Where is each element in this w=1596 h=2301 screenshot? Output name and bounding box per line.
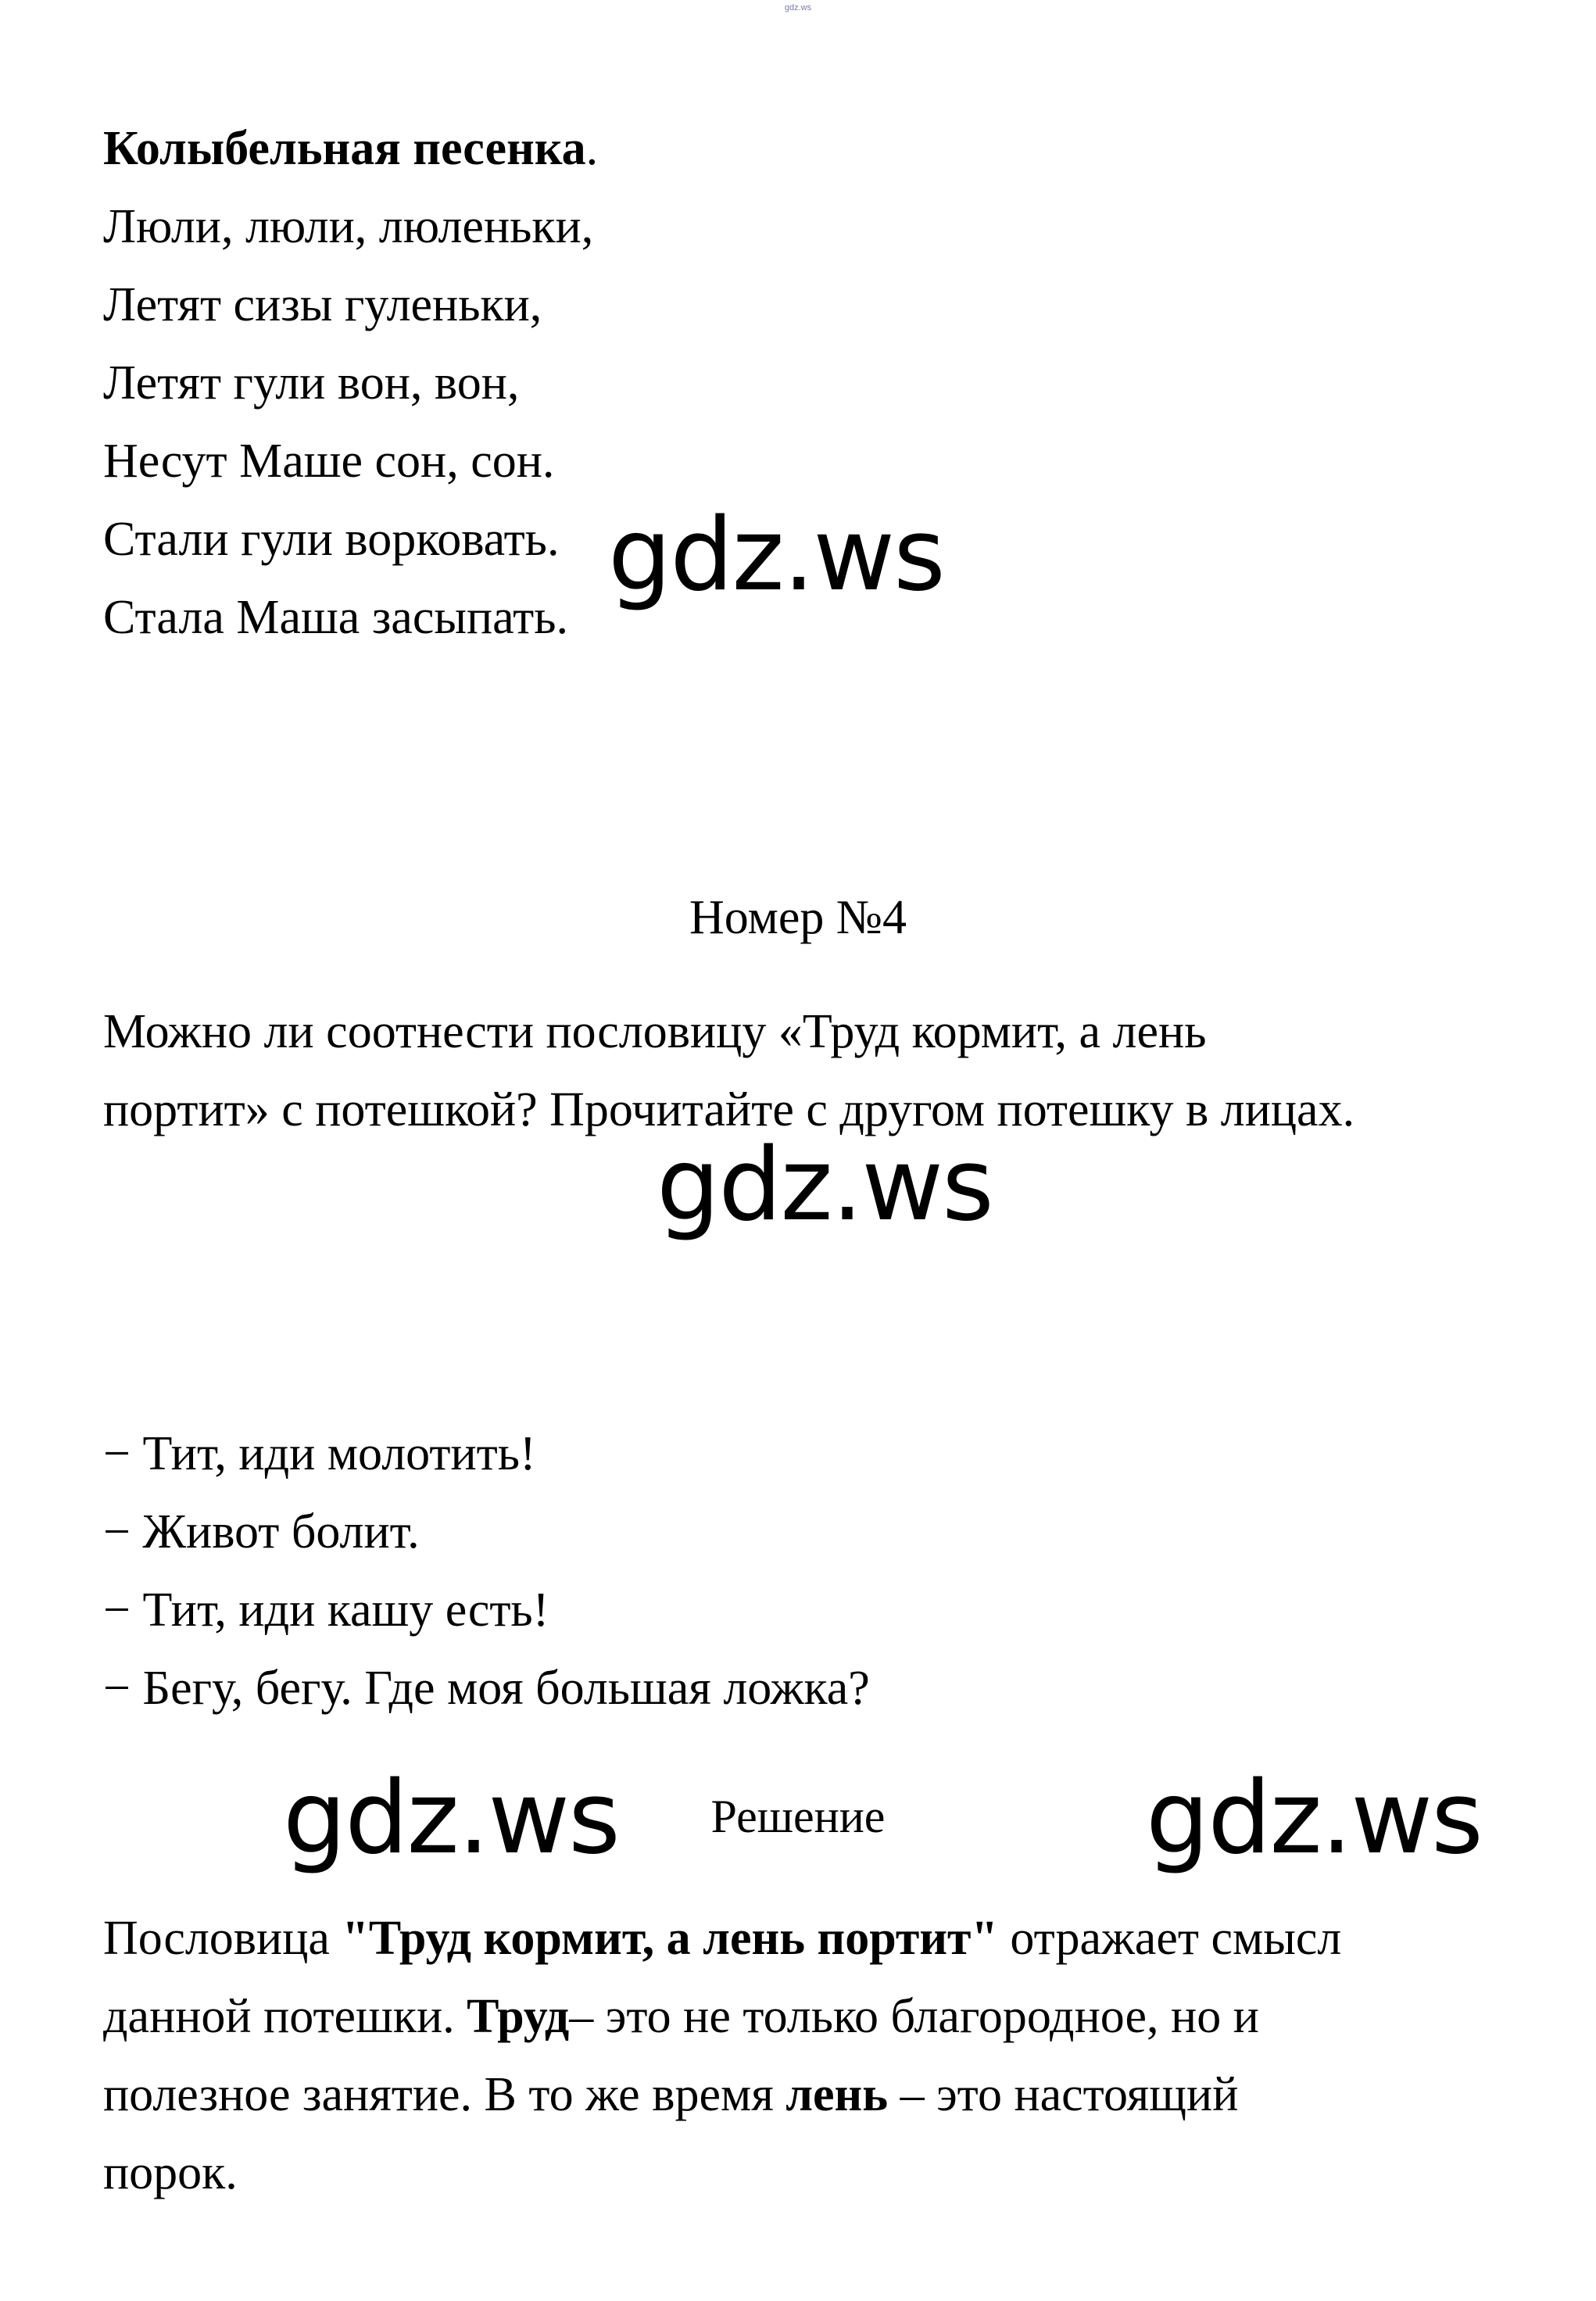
solution-text: – это не только благородное, но и — [569, 1990, 1259, 2043]
solution-text: – это настоящий — [888, 2068, 1239, 2121]
lullaby-line: Несут Маше сон, сон. — [103, 435, 555, 488]
watermark: gdz.ws — [608, 497, 944, 614]
top-site-mark: gdz.ws — [784, 3, 812, 13]
lullaby-line: Летят сизы гуленьки, — [103, 278, 542, 331]
lullaby-line: Стала Маша засыпать. — [103, 591, 568, 644]
dialogue-line: − Живот болит. — [103, 1505, 420, 1558]
solution-line — [103, 1977, 1259, 2056]
watermark: gdz.ws — [1146, 1760, 1482, 1877]
lullaby-line: Стали гули ворковать. — [103, 513, 560, 566]
watermark: gdz.ws — [283, 1760, 619, 1877]
solution-keyword: Труд — [467, 1990, 570, 2043]
watermark: gdz.ws — [657, 1127, 993, 1244]
solution-line — [103, 1899, 1341, 1977]
lullaby-title — [103, 109, 598, 188]
solution-text: Пословица — [103, 1912, 342, 1965]
dialogue-line: − Тит, иди кашу есть! — [103, 1584, 549, 1637]
task-question-line: портит» с потешкой? Прочитайте с другом потешку в лицах. — [103, 1083, 1355, 1136]
lullaby-line: Люли, люли, люленьки, — [103, 200, 594, 253]
solution-text: отражает смысл — [997, 1912, 1342, 1965]
solution-proverb: "Труд кормит, а лень портит" — [342, 1912, 998, 1965]
lullaby-title-period: . — [585, 122, 599, 175]
dialogue-line: − Тит, иди молотить! — [103, 1427, 536, 1480]
lullaby-line: Летят гули вон, вон, — [103, 356, 520, 410]
solution-text: полезное занятие. В то же время — [103, 2068, 786, 2121]
solution-heading: Решение — [710, 1791, 886, 1842]
solution-line — [103, 2056, 1238, 2134]
dialogue-line: − Бегу, бегу. Где моя большая ложка? — [103, 1662, 870, 1715]
lullaby-title-text: Колыбельная песенка — [103, 122, 586, 175]
solution-keyword: лень — [785, 2068, 889, 2121]
solution-line: порок. — [103, 2146, 238, 2199]
task-question-line: Можно ли соотнести пословицу «Труд кормит, а лень — [103, 1005, 1207, 1058]
solution-text: данной потешки. — [103, 1990, 467, 2043]
task-number: Номер №4 — [689, 891, 907, 944]
